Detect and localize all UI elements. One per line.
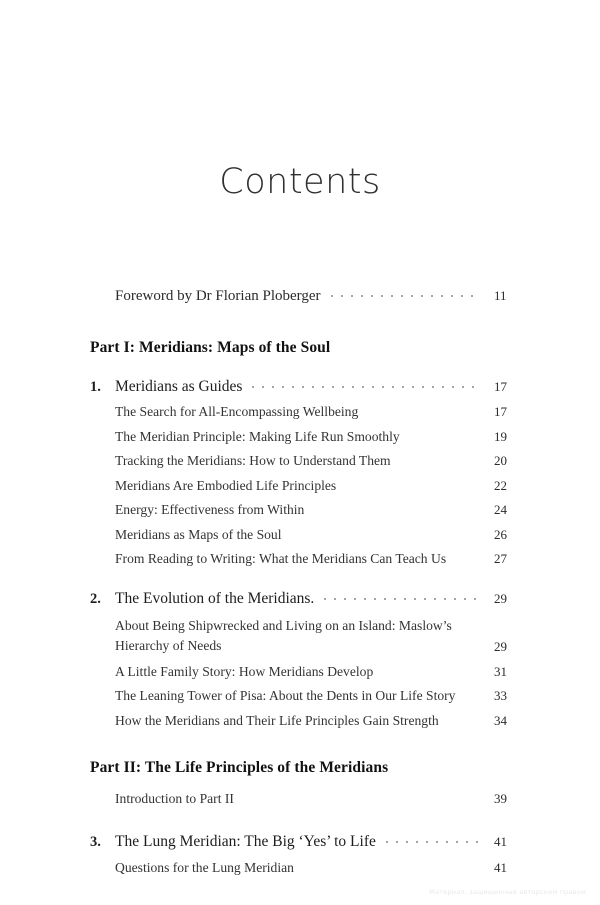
- toc-entry-foreword[interactable]: [90, 285, 530, 305]
- toc-entry-label: From Reading to Writing: What the Meridians Can Teach Us: [115, 551, 447, 566]
- toc-subentry[interactable]: [90, 713, 530, 729]
- toc-entry-page: 29: [494, 639, 507, 655]
- toc-entry-page: 17: [494, 378, 507, 394]
- toc-entry-chapter-1[interactable]: [90, 375, 530, 396]
- toc-subentry[interactable]: [90, 478, 530, 494]
- toc-entry-page: 41: [494, 859, 507, 875]
- toc-entry-page: 41: [494, 834, 507, 850]
- copyright-watermark: Материал, защищенный авторским правом: [429, 888, 586, 896]
- toc-entry-page: 27: [494, 551, 507, 566]
- toc-entry-page: 33: [494, 688, 507, 704]
- part-heading-label: Part I: Meridians: Maps of the Soul: [90, 339, 331, 356]
- dot-leader: [248, 375, 480, 391]
- toc-subentry[interactable]: [90, 616, 530, 655]
- toc-entry-label: The Lung Meridian: The Big ‘Yes’ to Life: [115, 833, 376, 851]
- toc-subentry[interactable]: [90, 502, 530, 518]
- toc-entry-page: 39: [494, 790, 507, 806]
- toc-subentry[interactable]: [90, 453, 530, 469]
- toc-entry-page: 24: [494, 502, 507, 517]
- toc-entry-label: How the Meridians and Their Life Principles Gain Strength: [115, 712, 439, 728]
- toc-part-heading-1: [90, 339, 530, 357]
- part-heading-label: Part II: The Life Principles of the Meridians: [90, 758, 389, 776]
- dot-leader: [382, 831, 480, 847]
- toc-entry-label: Meridians as Guides: [115, 377, 243, 395]
- toc-entry-page: 31: [494, 663, 507, 679]
- toc-entry-page: 34: [494, 712, 507, 728]
- toc-subentry-intro-part2[interactable]: [90, 791, 530, 807]
- toc-entry-page: 22: [494, 477, 507, 493]
- toc-entry-page: 26: [494, 526, 507, 542]
- toc-entry-label: About Being Shipwrecked and Living on an Island: Maslow’s Hierarchy of Needs: [115, 618, 452, 653]
- toc-entry-label: Introduction to Part II: [115, 790, 234, 806]
- dot-leader: [327, 285, 480, 300]
- chapter-number: 1.: [90, 378, 101, 395]
- toc-subentry[interactable]: [90, 860, 530, 876]
- toc-entry-label: Foreword by Dr Florian Ploberger: [115, 288, 321, 304]
- chapter-number: 2.: [90, 590, 101, 607]
- toc-entry-label: Meridians as Maps of the Soul: [115, 526, 282, 542]
- toc-entry-label: The Search for All-Encompassing Wellbeing: [115, 404, 359, 419]
- chapter-number: 3.: [90, 834, 101, 851]
- toc-entry-label: A Little Family Story: How Meridians Develop: [115, 663, 374, 679]
- toc-entry-page: 19: [494, 428, 507, 444]
- toc-entry-page: 11: [494, 288, 507, 303]
- toc-subentry[interactable]: [90, 527, 530, 543]
- toc-subentry[interactable]: [90, 429, 530, 445]
- toc-entry-label: Meridians Are Embodied Life Principles: [115, 477, 337, 493]
- toc-subentry[interactable]: [90, 551, 530, 567]
- toc-entry-label: Tracking the Meridians: How to Understand Them: [115, 453, 391, 468]
- toc-entry-chapter-2[interactable]: [90, 587, 530, 608]
- dot-leader: [320, 587, 480, 603]
- toc-entry-label: Questions for the Lung Meridian: [115, 859, 294, 875]
- toc-subentry[interactable]: [90, 688, 530, 704]
- page-title: Contents: [219, 162, 381, 202]
- toc-entry-page: 17: [494, 404, 507, 419]
- toc-entry-label: The Meridian Principle: Making Life Run Smoothly: [115, 428, 400, 444]
- toc-entry-page: 29: [494, 590, 507, 606]
- toc-entry-chapter-3[interactable]: [90, 831, 530, 852]
- toc-entry-label: Energy: Effectiveness from Within: [115, 502, 305, 517]
- toc-subentry[interactable]: [90, 404, 530, 420]
- toc-entry-label: The Leaning Tower of Pisa: About the Dents in Our Life Story: [115, 688, 456, 704]
- toc-subentry[interactable]: [90, 664, 530, 680]
- toc-entry-page: 20: [494, 453, 507, 468]
- toc-part-heading-2: [90, 759, 530, 777]
- toc-entry-label: The Evolution of the Meridians.: [115, 589, 315, 607]
- table-of-contents: [90, 285, 530, 876]
